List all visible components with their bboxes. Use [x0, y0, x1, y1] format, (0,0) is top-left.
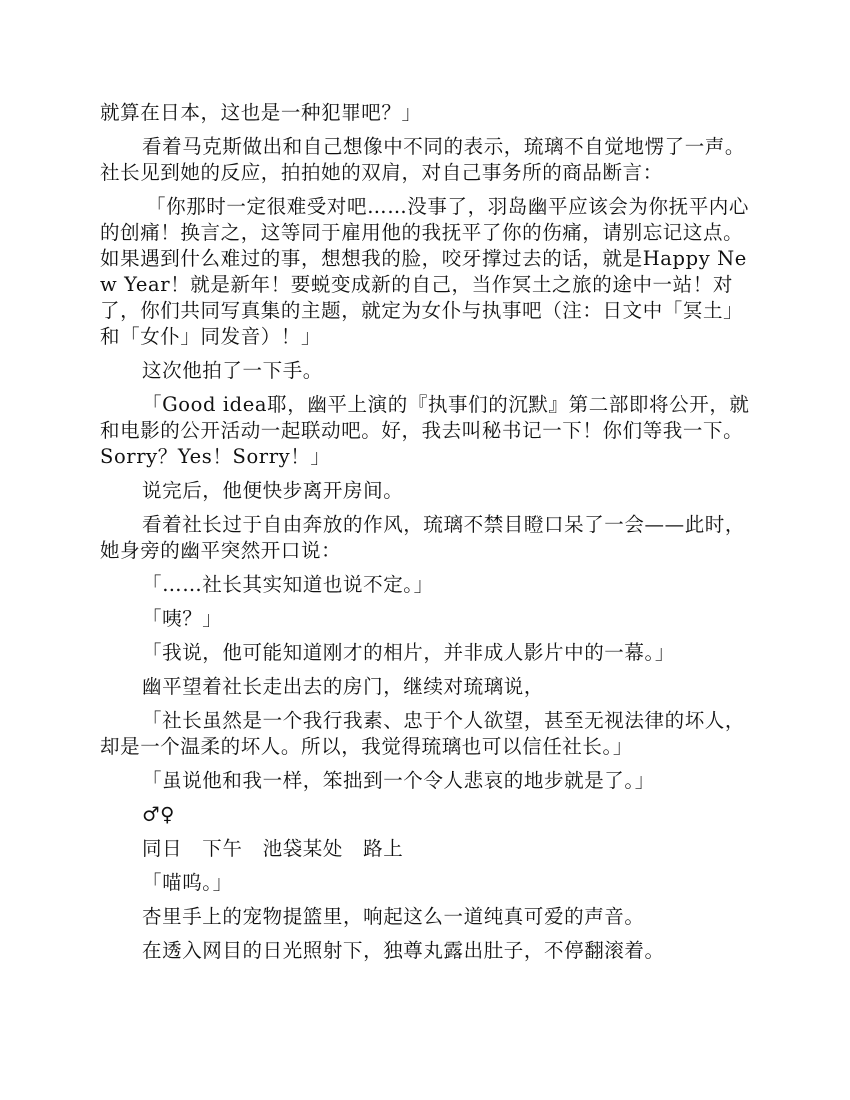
paragraph-12: 「社长虽然是一个我行我素、忠于个人欲望，甚至无视法律的坏人，却是一个温柔的坏人。所以，我觉得琉璃也可以信任社长。」 — [100, 709, 746, 758]
paragraph-5: 「Good idea耶，幽平上演的『执事们的沉默』第二部即将公开，就和电影的公开活动一起联动吧。好，我去叫秘书记一下！你们等我一下。Sorry？Yes！Sorry！」 — [100, 393, 750, 468]
paragraph-11: 幽平望着社长走出去的房门，继续对琉璃说， — [142, 675, 545, 698]
paragraph-3: 「你那时一定很难受对吧……没事了，羽岛幽平应该会为你抚平内心的创痛！换言之，这等同于雇用他的我抚平了你的伤痛，请别忘记这点。如果遇到什么难过的事，想想我的脸，咬牙撑过去的话，就是Happy New Year！就是新年！要蜕变成新的自己，当作冥土之旅的途中一站！对了，你们共同写真集的主题，就定为女仆与执事吧（注：日文中「冥土」和「女仆」同发音）！」 — [100, 195, 750, 348]
paragraph-1: 就算在日本，这也是一种犯罪吧？」 — [100, 101, 422, 124]
paragraph-17: 杏里手上的宠物提篮里，响起这么一道纯真可爱的声音。 — [142, 905, 645, 928]
paragraph-18: 在透入网目的日光照射下，独尊丸露出肚子，不停翻滚着。 — [142, 939, 665, 962]
paragraph-6: 说完后，他便快步离开房间。 — [142, 479, 404, 502]
paragraph-2: 看着马克斯做出和自己想像中不同的表示，琉璃不自觉地愣了一声。社长见到她的反应，拍拍她的双肩，对自己事务所的商品断言： — [100, 135, 746, 184]
paragraph-13: 「虽说他和我一样，笨拙到一个令人悲哀的地步就是了。」 — [142, 769, 655, 792]
paragraph-10: 「我说，他可能知道刚才的相片，并非成人影片中的一幕。」 — [142, 641, 675, 664]
paragraph-7: 看着社长过于自由奔放的作风，琉璃不禁目瞪口呆了一会——此时，她身旁的幽平突然开口说： — [100, 513, 746, 562]
document-page — [100, 100, 750, 972]
paragraph-16: 「喵呜。」 — [142, 871, 233, 894]
section-divider: ♂♀ — [142, 803, 175, 826]
paragraph-8: 「……社长其实知道也说不定。」 — [142, 573, 434, 596]
paragraph-9: 「咦？」 — [142, 607, 223, 630]
paragraph-4: 这次他拍了一下手。 — [142, 359, 323, 382]
scene-heading: 同日 下午 池袋某处 路上 — [142, 837, 404, 860]
